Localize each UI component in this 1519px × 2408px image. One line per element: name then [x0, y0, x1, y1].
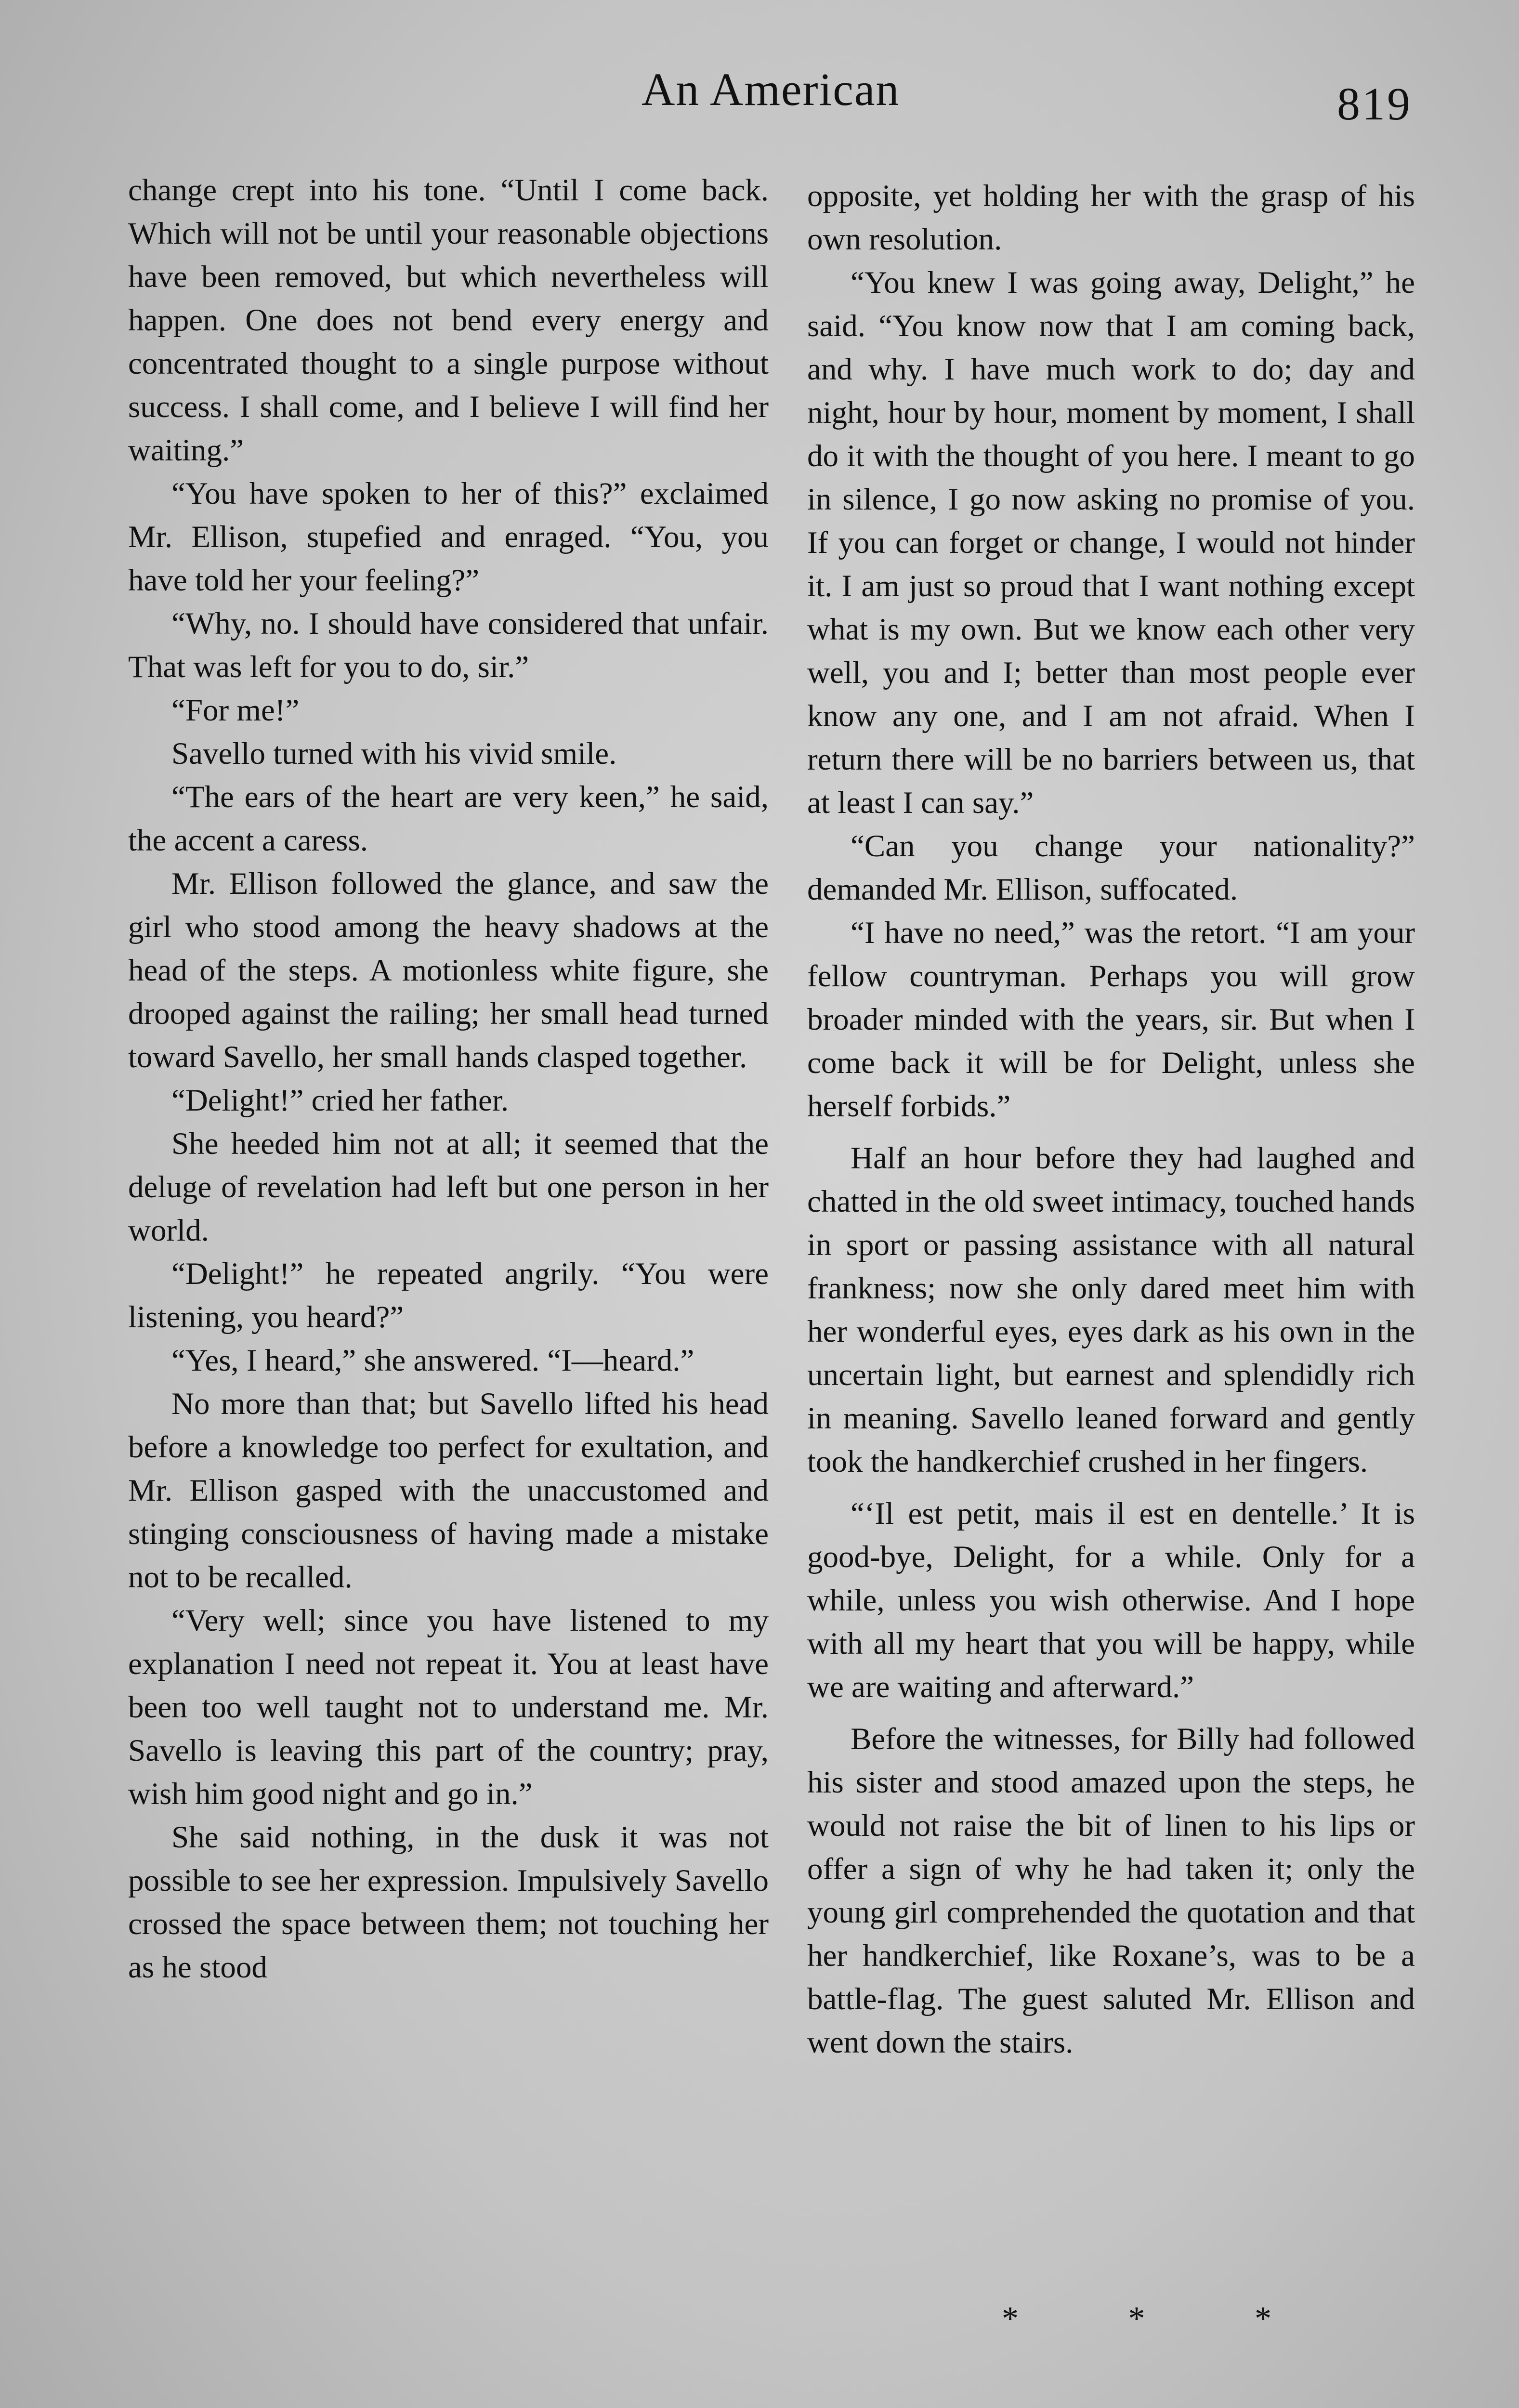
paragraph: “‘Il est petit, mais il est en dentelle.’ It is good-bye, Delight, for a while. Only for a while, unless you wish otherwise. And I hope with all my heart that you will be happy, while we are waiting and afterward.”	[807, 1496, 1415, 1704]
paragraph: Half an hour before they had laughed and chatted in the old sweet intimacy, touched hands in sport or passing assistance with all natural frankness; now she only dared meet him with her wonderful eyes, eyes dark as his own in the uncertain light, but earnest and splendidly rich in meaning. Savello leaned forward and gently took the handkerchief crushed in her fingers.	[807, 1141, 1415, 1479]
paragraph: Before the witnesses, for Billy had followed his sister and stood amazed upon the steps, he would not raise the bit of linen to his lips or offer a sign of why he had taken it; only the young girl comprehended the quotation and that her handkerchief, like Roxane’s, was to be a battle-flag. The guest saluted Mr. Ellison and went down the stairs.	[807, 1722, 1415, 2060]
paragraph: “I have no need,” was the retort. “I am your fellow countryman. Perhaps you will grow broader minded with the years, sir. But when I come back it will be for Delight, unless she herself forbids.”	[807, 916, 1415, 1124]
page-number: 819	[1337, 78, 1412, 130]
paragraph: “You knew I was going away, Delight,” he said. “You know now that I am coming back, and why. I have much work to do; day and night, hour by hour, moment by moment, I shall do it with the thought of you here. I meant to go in silence, I go now asking no promise of you. If you can forget or change, I would not hinder it. I am just so proud that I want nothing except what is my own. But we know each other very well, you and I; better than most people ever know any one, and I am not afraid. When I return there will be no barriers between us, that at least I can say.”	[807, 265, 1415, 820]
right-column	[807, 174, 1415, 2064]
paragraph: change crept into his tone. “Until I come back. Which will not be until your reasonable objections have been removed, but which nevertheless will happen. One does not bend every energy and concentrated thought to a single purpose without success. I shall come, and I believe I will find her waiting.”	[128, 173, 769, 468]
asterisk: *	[1255, 2300, 1271, 2337]
paragraph: Savello turned with his vivid smile.	[171, 736, 617, 771]
paragraph: She said nothing, in the dusk it was not possible to see her expression. Impulsively Savello crossed the space between them; not touching her as he stood	[128, 1820, 769, 1985]
paragraph: She heeded him not at all; it seemed that the deluge of revelation had left but one person in her world.	[128, 1126, 769, 1248]
paragraph: “Why, no. I should have considered that unfair. That was left for you to do, sir.”	[128, 606, 769, 684]
paragraph: “The ears of the heart are very keen,” he said, the accent a caress.	[128, 780, 769, 858]
asterisk: *	[1128, 2300, 1145, 2337]
running-title: An American	[642, 64, 900, 115]
paragraph: No more than that; but Savello lifted his head before a knowledge too perfect for exultation, and Mr. Ellison gasped with the unaccustomed and stinging consciousness of having made a mistake not to be recalled.	[128, 1387, 769, 1595]
paragraph: “Delight!” he repeated angrily. “You were listening, you heard?”	[128, 1256, 769, 1335]
paragraph: “You have spoken to her of this?” exclaimed Mr. Ellison, stupefied and enraged. “You, you have told her your feeling?”	[128, 476, 769, 598]
section-break-ornament	[1002, 2302, 1271, 2336]
asterisk: *	[1002, 2300, 1019, 2337]
paragraph: “Can you change your nationality?” demanded Mr. Ellison, suffocated.	[807, 829, 1415, 907]
paragraph: “Yes, I heard,” she answered. “I—heard.”	[171, 1343, 694, 1378]
paragraph: “Delight!” cried her father.	[171, 1083, 509, 1118]
paragraph: opposite, yet holding her with the grasp of his own resolution.	[807, 179, 1415, 257]
paragraph: “Very well; since you have listened to my explanation I need not repeat it. You at least have been too well taught not to understand me. Mr. Savello is leaving this part of the country; pray, wish him good night and go in.”	[128, 1603, 769, 1811]
paragraph: Mr. Ellison followed the glance, and saw the girl who stood among the heavy shadows at the head of the steps. A motionless white figure, she drooped against the railing; her small head turned toward Savello, her small hands clasped together.	[128, 866, 769, 1074]
left-column	[128, 169, 769, 1989]
paragraph: “For me!”	[171, 693, 300, 728]
